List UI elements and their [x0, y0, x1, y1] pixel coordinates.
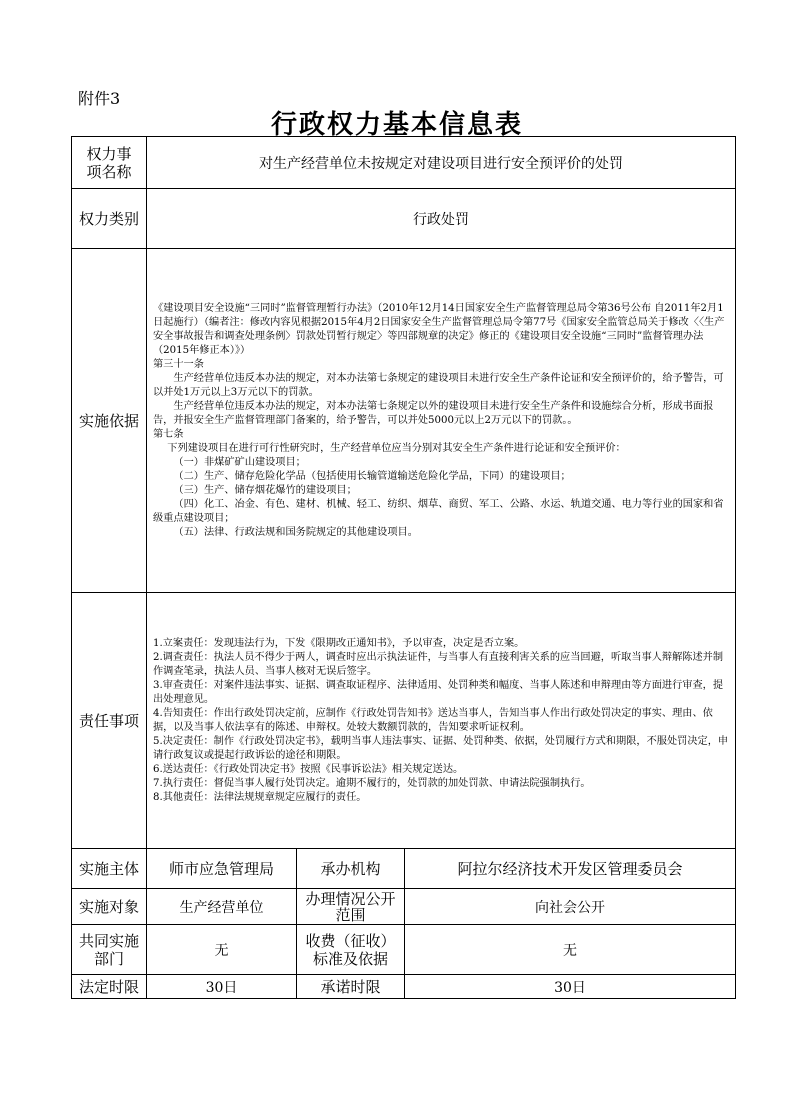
row-joint [72, 925, 736, 975]
basis-line: 第三十一条 [153, 358, 204, 370]
basis-label: 实施依据 [72, 249, 147, 593]
basis-line: （三）生产、储存烟花爆竹的建设项目； [173, 484, 357, 496]
responsibility-line: 1.立案责任：发现违法行为，下发《限期改正通知书》，予以审查，决定是否立案。 [153, 637, 525, 649]
row-subject [72, 849, 736, 889]
power-item-label: 权力事项名称 [72, 137, 147, 189]
page-title: 行政权力基本信息表 [270, 110, 523, 140]
responsibility-line: 5.决定责任：制作《行政处罚决定书》，载明当事人违法事实、证据、处罚种类、依据，处罚履行方式和期限，不服处罚决定，申请行政复议或提起行政诉讼的途径和期限。 [153, 735, 729, 761]
responsibility-line: 6.送达责任：《行政处罚决定书》按照《民事诉讼法》相关规定送达。 [153, 763, 464, 775]
disclosure-label: 办理情况公开范围 [297, 889, 405, 925]
basis-line: 第七条 [153, 428, 184, 440]
responsibility-label: 责任事项 [72, 593, 147, 849]
basis-line: （五）法律、行政法规和国务院规定的其他建设项目。 [173, 526, 418, 538]
object-label: 实施对象 [72, 889, 147, 925]
basis-line: 下列建设项目在进行可行性研究时，生产经营单位应当分别对其安全生产条件进行论证和安全预评价： [167, 442, 626, 454]
joint-label: 共同实施部门 [72, 925, 147, 975]
promise-limit-value: 30日 [405, 975, 736, 999]
promise-limit-label: 承诺时限 [297, 975, 405, 999]
fee-value: 无 [405, 925, 736, 975]
responsibility-line: 7.执行责任：督促当事人履行处罚决定。逾期不履行的，处罚款的加处罚款、申请法院强制执行。 [153, 777, 591, 789]
basis-line: 生产经营单位违反本办法的规定，对本办法第七条规定以外的建设项目未进行安全生产条件和设施综合分析，形成书面报告，并报安全生产监督管理部门备案的，给予警告，可以并处5000元以上2万元以下的罚款。。 [153, 400, 714, 426]
row-object [72, 889, 736, 925]
attachment-label: 附件3 [78, 89, 121, 108]
info-table [71, 136, 736, 999]
subject-label: 实施主体 [72, 849, 147, 889]
power-type-label: 权力类别 [72, 189, 147, 249]
row-power-type [72, 189, 736, 249]
fee-label: 收费（征收）标准及依据 [297, 925, 405, 975]
joint-value: 无 [147, 925, 297, 975]
row-limit [72, 975, 736, 999]
basis-line: （四）化工、冶金、有色、建材、机械、轻工、纺织、烟草、商贸、军工、公路、水运、轨道交通、电力等行业的国家和省级重点建设项目； [153, 498, 724, 524]
responsibility-line: 2.调查责任：执法人员不得少于两人，调查时应出示执法证件，与当事人有直接利害关系的应当回避，听取当事人辩解陈述并制作调查笔录，执法人员、当事人核对无误后签字。 [153, 651, 724, 677]
responsibility-content [147, 593, 736, 849]
basis-line: 生产经营单位违反本办法的规定，对本办法第七条规定的建设项目未进行安全生产条件论证和安全预评价的，给予警告，可以并处1万元以上3万元以下的罚款。 [153, 372, 724, 398]
agency-label: 承办机构 [297, 849, 405, 889]
power-item-value: 对生产经营单位未按规定对建设项目进行安全预评价的处罚 [147, 137, 736, 189]
row-responsibility [72, 593, 736, 849]
agency-value: 阿拉尔经济技术开发区管理委员会 [405, 849, 736, 889]
basis-line: （一）非煤矿矿山建设项目； [173, 456, 306, 468]
object-value: 生产经营单位 [147, 889, 297, 925]
basis-line: （二）生产、储存危险化学品（包括使用长输管道输送危险化学品，下同）的建设项目； [173, 470, 571, 482]
power-type-value: 行政处罚 [147, 189, 736, 249]
row-power-item [72, 137, 736, 189]
basis-content [147, 249, 736, 593]
responsibility-line: 8.其他责任：法律法规规章规定应履行的责任。 [153, 791, 367, 803]
basis-line: 《建设项目安全设施“三同时”监督管理暂行办法》（2010年12月14日国家安全生产监督管理总局令第36号公布 自2011年2月1日起施行）（编者注：修改内容见根据2015年4月2日国家安全生产监督管理总局令第77号《国家安全监管总局关于修改〈〈生产安全事故报告和调查处理条例〉罚款处罚暂行规定〉等四部规章的决定》修正的《建设项目安全设施“三同时”监督管理办法（2015年修正本）》） [153, 302, 725, 356]
subject-value: 师市应急管理局 [147, 849, 297, 889]
responsibility-line: 4.告知责任：作出行政处罚决定前，应制作《行政处罚告知书》送达当事人，告知当事人作出行政处罚决定的事实、理由、依据，以及当事人依法享有的陈述、申辩权。处较大数额罚款的，告知要求听证权利。 [153, 707, 713, 733]
disclosure-value: 向社会公开 [405, 889, 736, 925]
row-basis [72, 249, 736, 593]
limit-value: 30日 [147, 975, 297, 999]
responsibility-line: 3.审查责任：对案件违法事实、证据、调查取证程序、法律适用、处罚种类和幅度、当事人陈述和申辩理由等方面进行审查，提出处理意见。 [153, 679, 724, 705]
limit-label: 法定时限 [72, 975, 147, 999]
